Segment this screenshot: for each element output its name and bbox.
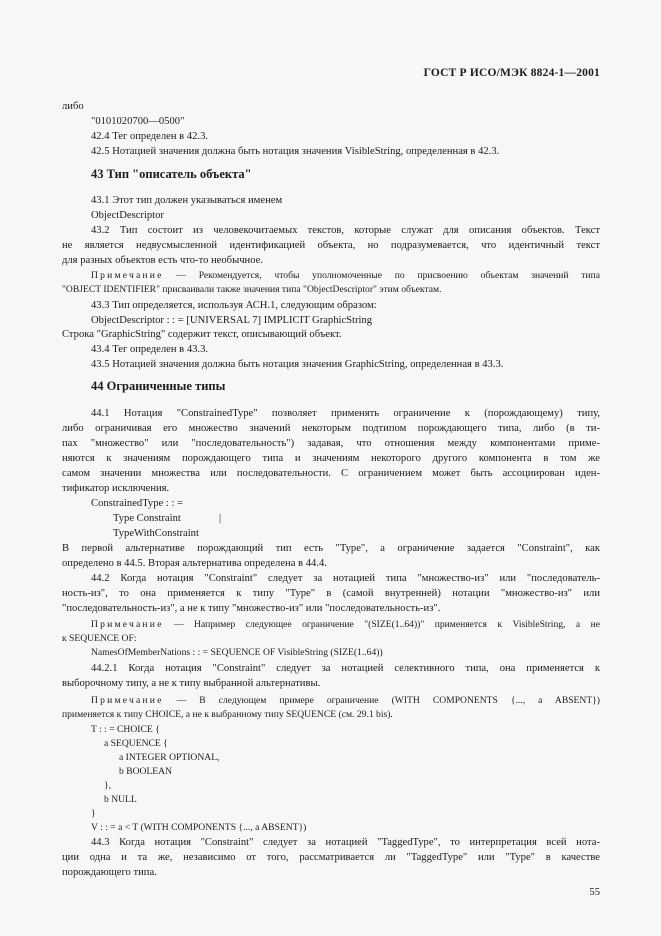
note-label: Примечание [91, 270, 164, 281]
note-label: Примечание [91, 695, 164, 706]
text-line: Строка "GraphicString" содержит текст, описывающий объект. [62, 329, 342, 340]
note-line: Примечание — В следующем примере ограничение (WITH COMPONENTS {..., a ABSENT}) [91, 695, 600, 706]
paragraph-line: для разных объектов есть что-то необычное. [62, 255, 263, 266]
paragraph-line: ность-из", то она применяется к типу "Type" в (самой внутренней) нотации "множество-из" или [62, 588, 600, 599]
code-line: V : : = a < T (WITH COMPONENTS {..., a ABSENT}) [91, 822, 307, 833]
note-line: применяется к типу CHOICE, а не к выбранному типу SEQUENCE (см. 29.1 bis). [62, 709, 393, 720]
text-line: 43.1 Этот тип должен указываться именем [91, 195, 283, 206]
paragraph-line: няются к значениям порождающего типа и значениям некоторого другого компонента в том же [62, 453, 600, 464]
section-heading-43: 43 Тип "описатель объекта" [91, 167, 252, 181]
note-line: к SEQUENCE OF: [62, 633, 137, 644]
running-header: ГОСТ Р ИСО/МЭК 8824-1—2001 [423, 67, 600, 79]
paragraph-line: 44.3 Когда нотация "Constraint" следует за нотацией "TaggedType", то интерпретация всей нота- [91, 837, 600, 848]
text-line: 43.5 Нотацией значения должна быть нотация значения GraphicString, определенная в 43.3. [91, 359, 504, 370]
note-label: Примечание [91, 619, 164, 630]
text-line: 43.3 Тип определяется, используя АСН.1, следующим образом: [91, 300, 377, 311]
paragraph-line: выборочному типу, а не к типу выбранной альтернативы. [62, 678, 321, 689]
paragraph-line: ции одна и та же, независимо от того, рассматривается ли "TaggedType" или "Type" в качестве [62, 852, 600, 863]
code-line: Type Constraint [113, 513, 181, 524]
paragraph-line: тификатор исключения. [62, 483, 170, 494]
paragraph-line: самом значении множества или последовательности. С ограничением может быть ассоциирован иден- [62, 468, 600, 479]
code-line: TypeWithConstraint [113, 528, 199, 539]
section-heading-44: 44 Ограниченные типы [91, 379, 226, 393]
page-number: 55 [589, 887, 600, 898]
paragraph-line: порождающего типа. [62, 867, 157, 878]
text-line: 42.5 Нотацией значения должна быть нотация значения VisibleString, определенная в 42.3. [91, 146, 500, 157]
paragraph-line: не является недвусмысленной идентификацией объекта, но подразумевается, что идентичный текст [62, 240, 600, 251]
text-line: либо [62, 101, 84, 112]
paragraph-line: 44.2.1 Когда нотация "Constraint" следует за нотацией селективного типа, она применяется к [91, 663, 600, 674]
paragraph-line: "последовательность-из", а не к типу "множество-из" или "последовательность-из". [62, 603, 441, 614]
code-line: b NULL [104, 794, 137, 805]
note-line: "OBJECT IDENTIFIER" присваивали также значения типа "ObjectDescriptor" этим объектам. [62, 284, 442, 295]
code-line: ConstrainedType : : = [91, 498, 184, 509]
code-line: a INTEGER OPTIONAL, [119, 752, 220, 763]
code-line: } [91, 808, 96, 819]
paragraph-line: либо ограничивая его множество значений некоторым подтипом порождающего типа, либо (в ти- [62, 423, 600, 434]
paragraph-line: 44.2 Когда нотация "Constraint" следует за нотацией типа "множество-из" или "последователь- [91, 573, 600, 584]
code-line: a SEQUENCE { [104, 738, 168, 749]
paragraph-line: 44.1 Нотация "ConstrainedType" позволяет применять ограничение к (порождающему) типу, [91, 408, 600, 419]
code-line: b BOOLEAN [119, 766, 173, 777]
text-line: ObjectDescriptor [91, 210, 164, 221]
document-page [62, 0, 600, 936]
code-line: | [219, 513, 222, 524]
text-line: 42.4 Тег определен в 42.3. [91, 131, 209, 142]
code-line: }, [104, 780, 112, 791]
code-line: NamesOfMemberNations : : = SEQUENCE OF VisibleString (SIZE(1..64)) [91, 647, 383, 658]
note-line: Примечание — Рекомендуется, чтобы уполномоченные по присвоению объектам значений типа [91, 270, 600, 281]
paragraph-line: В первой альтернативе порождающий тип есть "Type", а ограничение задается "Constraint", как [62, 543, 600, 554]
note-line: Примечание — Например следующее ограничение "(SIZE(1..64))" применяется к VisibleString, а не [91, 619, 600, 630]
paragraph-line: пах "множество" или "последовательность") задавая, что отношения между компонентами приме- [62, 438, 600, 449]
code-line: ObjectDescriptor : : = [UNIVERSAL 7] IMPLICIT GraphicString [91, 315, 373, 326]
text-line: 43.4 Тег определен в 43.3. [91, 344, 209, 355]
text-line: "0101020700—0500" [91, 116, 185, 127]
paragraph-line: 43.2 Тип состоит из человекочитаемых текстов, которые служат для описания объектов. Текст [91, 225, 600, 236]
code-line: T : : = CHOICE { [91, 724, 160, 735]
paragraph-line: определено в 44.5. Вторая альтернатива определена в 44.4. [62, 558, 327, 569]
